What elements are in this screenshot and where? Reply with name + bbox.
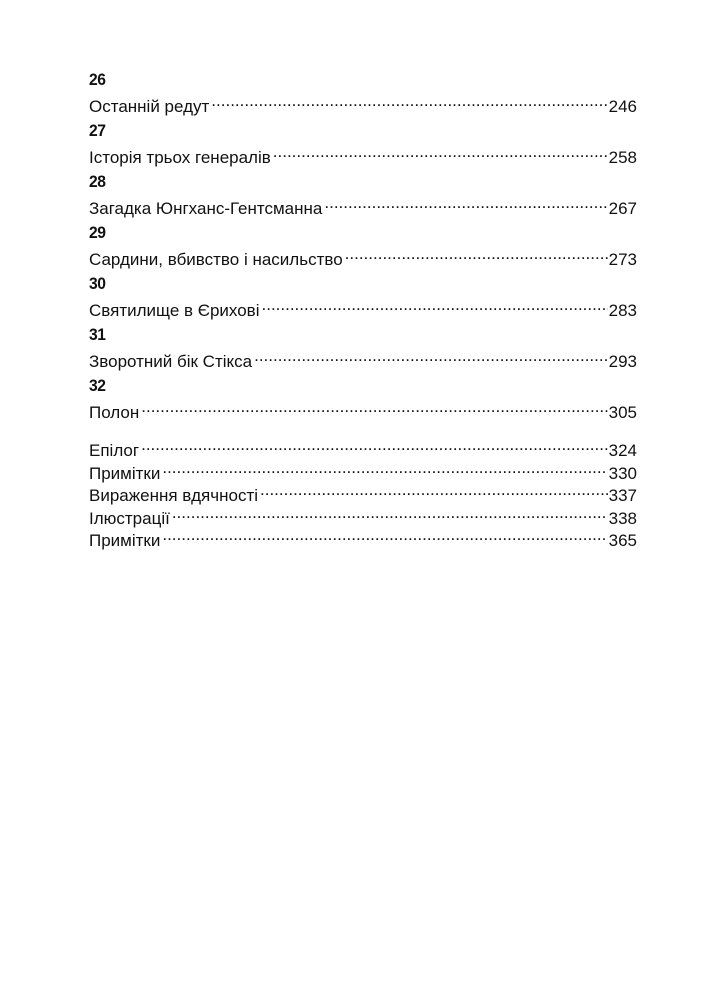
chapter-number: 32: [89, 376, 106, 395]
toc-entry: [89, 479, 637, 505]
toc-entry: [89, 396, 637, 422]
chapter-number: 28: [89, 172, 106, 191]
dot-leader: [260, 479, 608, 501]
chapter-number: 30: [89, 274, 106, 293]
page-number: 330: [608, 463, 637, 483]
toc-chapter: [89, 376, 637, 422]
chapter-number: 26: [89, 70, 106, 89]
toc-backmatter: [89, 434, 637, 550]
chapter-number: 27: [89, 121, 106, 140]
toc-entry: [89, 434, 637, 460]
page-number: 338: [608, 508, 637, 528]
dot-leader: [324, 192, 607, 214]
toc-entry: [89, 345, 637, 371]
toc-chapter: [89, 274, 637, 320]
table-of-contents: [89, 70, 637, 550]
toc-chapter: [89, 70, 637, 116]
entry-title: Зворотний бік Стікса: [89, 352, 253, 371]
toc-chapter: [89, 223, 637, 269]
entry-title: Епілог: [89, 441, 140, 460]
entry-title: Сардини, вбивство і насильство: [89, 250, 343, 269]
dot-leader: [273, 141, 608, 163]
dot-leader: [172, 502, 608, 524]
dot-leader: [141, 396, 607, 418]
entry-title: Полон: [89, 403, 140, 422]
entry-title: Примітки: [89, 463, 161, 483]
chapter-number: 31: [89, 325, 106, 344]
toc-entry: [89, 502, 637, 528]
toc-entry: [89, 141, 637, 167]
toc-chapter: [89, 325, 637, 371]
page-number: 337: [608, 486, 637, 505]
dot-leader: [211, 90, 607, 112]
page-number: 293: [608, 352, 637, 371]
page-number: 267: [608, 199, 637, 218]
toc-entry: [89, 524, 637, 550]
page-number: 324: [608, 441, 637, 460]
chapter-number: 29: [89, 223, 106, 242]
entry-title: Останній редут: [89, 97, 210, 116]
toc-chapter: [89, 172, 637, 218]
dot-leader: [162, 524, 607, 546]
dot-leader: [345, 243, 608, 265]
page-number: 258: [608, 148, 637, 167]
dot-leader: [262, 294, 608, 316]
entry-title: Ілюстрації: [89, 508, 170, 528]
entry-title: Історія трьох генералів: [89, 148, 271, 167]
toc-entry: [89, 457, 637, 483]
entry-title: Примітки: [89, 531, 161, 550]
page-number: 305: [608, 403, 637, 422]
toc-entry: [89, 294, 637, 320]
page-number: 273: [608, 250, 637, 269]
dot-leader: [162, 457, 607, 479]
toc-entry: [89, 90, 637, 116]
dot-leader: [254, 345, 608, 367]
entry-title: Святилище в Єрихові: [89, 301, 260, 320]
dot-leader: [141, 434, 608, 456]
page-number: 283: [608, 301, 637, 320]
page-number: 246: [608, 97, 637, 116]
toc-entry: [89, 243, 637, 269]
toc-entry: [89, 192, 637, 218]
entry-title: Загадка Юнгханс-Гентсманна: [89, 199, 323, 218]
entry-title: Вираження вдячності: [89, 486, 259, 505]
toc-chapter: [89, 121, 637, 167]
page-number: 365: [608, 531, 637, 550]
